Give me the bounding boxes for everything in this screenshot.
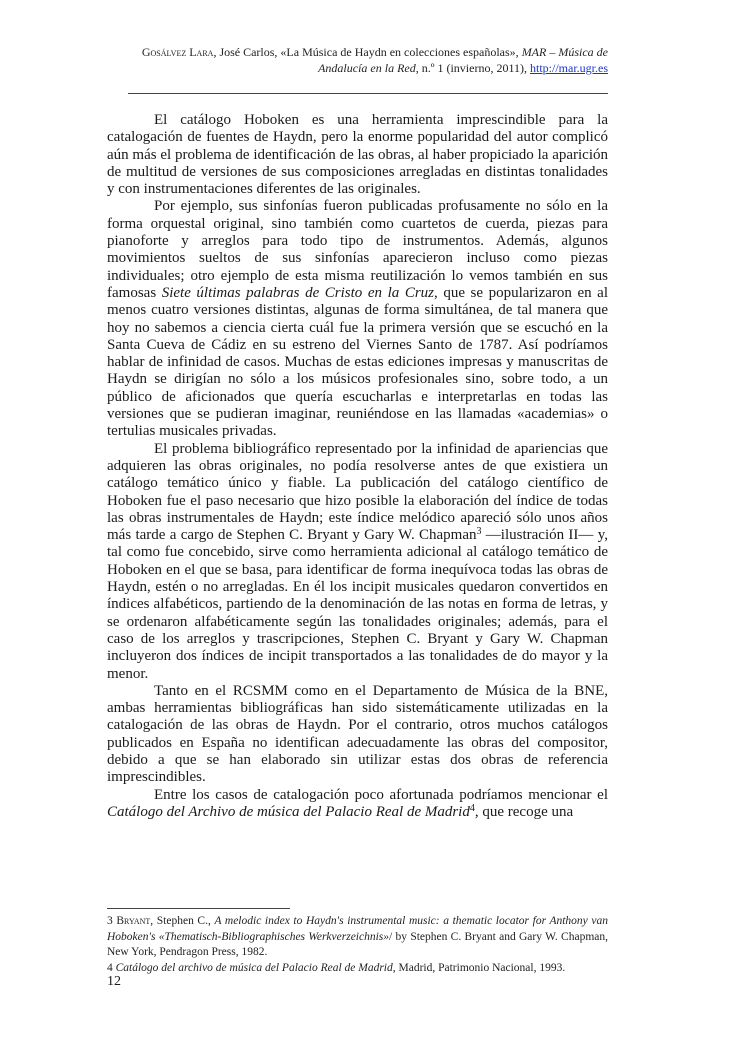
footnote-4-number: 4	[107, 961, 113, 974]
footnote-3-number: 3	[107, 915, 113, 927]
header-divider	[128, 93, 608, 94]
paragraph-4: Tanto en el RCSMM como en el Departamento de Música de la BNE, ambas herramientas bibliográficas han sido sistemáticamente utilizadas en la catalogación de las obras de Haydn. Por el contrario, otros muchos catálogos publicados en España no identifican adecuadamente las obras del compositor, debido a que se han elaborado sin utilizar estas dos obras de referencia imprescindibles.	[107, 682, 608, 786]
footnote-3-author-rest: , Stephen C.,	[150, 915, 215, 927]
paragraph-3-text-a: El problema bibliográfico representado por la infinidad de apariencias que adquieren las obras originales, no podía resolverse antes de que existiera un catálogo temático único y fiable. La publicación del catálogo científico de Hoboken fue el paso necesario que hizo posible la elaboración del índice de todas las obras instrumentales de Haydn; este índice melódico apareció sólo unos años más tarde a cargo de Stephen C. Bryant y Gary W. Chapman	[107, 440, 608, 544]
footnote-4-title: Catálogo del archivo de música del Palacio Real de Madrid	[115, 961, 393, 974]
header-url-link[interactable]: http://mar.ugr.es	[530, 61, 608, 75]
main-body	[107, 112, 608, 821]
footnote-divider	[107, 908, 290, 909]
paragraph-2	[107, 198, 608, 440]
header-author-surname: Gosálvez Lara	[141, 45, 214, 59]
paragraph-3-text-b: —ilustración II— y, tal como fue concebido, sirve como herramienta adicional al catálogo temático de Hoboken en el que se basa, para identificar de forma inequívoca todas las obras de Haydn, estén o no arregladas. En él los incipit musicales quedaron convertidos en índices alfabéticos, partiendo de la denominación de las notas en forma de letras, y se ordenaron alfabéticamente según las tonalidades originales; además, para el caso de los arreglos y trascripciones, Stephen C. Bryant y Gary W. Chapman incluyeron dos índices de incipit transportados a las tonalidades de do mayor y la menor.	[107, 527, 608, 682]
header-journal-title: MAR – Música de Andalucía en la Red	[318, 45, 608, 75]
footnote-4	[107, 961, 608, 977]
paragraph-1: El catálogo Hoboken es una herramienta imprescindible para la catalogación de fuentes de Haydn, pero la enorme popularidad del autor complicó aún más el problema de identificación de las obras, al haber propiciado la aparición de multitud de versiones de sus composiciones arregladas en distintas tonalidades y con instrumentaciones diferentes de las originales.	[107, 112, 608, 198]
footnote-3-author: Bryant	[116, 915, 151, 927]
footnote-3-publication: / by Stephen C. Bryant and Gary W. Chapman, New York, Pendragon Press, 1982.	[107, 930, 608, 958]
footnote-4-publication: , Madrid, Patrimonio Nacional, 1993.	[392, 961, 566, 974]
paragraph-3	[107, 441, 608, 683]
header-citation: , José Carlos, «La Música de Haydn en colecciones españolas»,	[213, 45, 522, 59]
paragraph-2-text-b: , que se popularizaron en al menos cuatro versiones distintas, algunas de forma simultánea, de tal manera que hoy no sabemos a ciencia cierta cuál fue la primera versión que se escuchó en la Santa Cueva de Cádiz en su estreno del Viernes Santo de 1787. Así podríamos hablar de infinidad de casos. Muchas de estas ediciones impresas y manuscritas de Haydn se dirigían no sólo a los músicos profesionales sino, sobre todo, a un público de aficionados que quería escucharlas e interpretarlas en todas las versiones que se pudieran imaginar, reuniéndose en las llamadas «academias» o tertulias musicales privadas.	[107, 284, 608, 440]
paragraph-5	[107, 787, 608, 822]
footnote-ref-3[interactable]: 3	[476, 526, 482, 538]
footnotes	[107, 914, 608, 976]
paragraph-5-text-b: , que recoge una	[474, 803, 574, 820]
running-header	[100, 44, 608, 76]
catalog-title: Catálogo del Archivo de música del Palacio Real de Madrid	[107, 803, 470, 820]
work-title-siete-palabras: Siete últimas palabras de Cristo en la Cruz	[161, 284, 434, 301]
header-issue: , n.º 1 (invierno, 2011),	[415, 61, 530, 75]
paragraph-5-text-a: Entre los casos de catalogación poco afortunada podríamos mencionar el	[154, 786, 608, 803]
footnote-ref-4[interactable]: 4	[469, 802, 475, 814]
page-number: 12	[107, 974, 121, 989]
footnote-3-title: A melodic index to Haydn's instrumental music: a thematic locator for Anthony van Hoboken's «Thematisch-Bibliographisches Werkverzeichnis»	[107, 915, 608, 943]
footnote-3	[107, 914, 608, 961]
paragraph-2-text-a: Por ejemplo, sus sinfonías fueron publicadas profusamente no sólo en la forma orquestal original, sino también como cuartetos de cuerda, piezas para pianoforte y arreglos para todo tipo de instrumentos. Además, algunos movimientos sueltos de sus sinfonías aparecieron incluso como piezas individuales; otro ejemplo de esta misma reutilización lo vemos también en sus famosas	[107, 198, 608, 301]
